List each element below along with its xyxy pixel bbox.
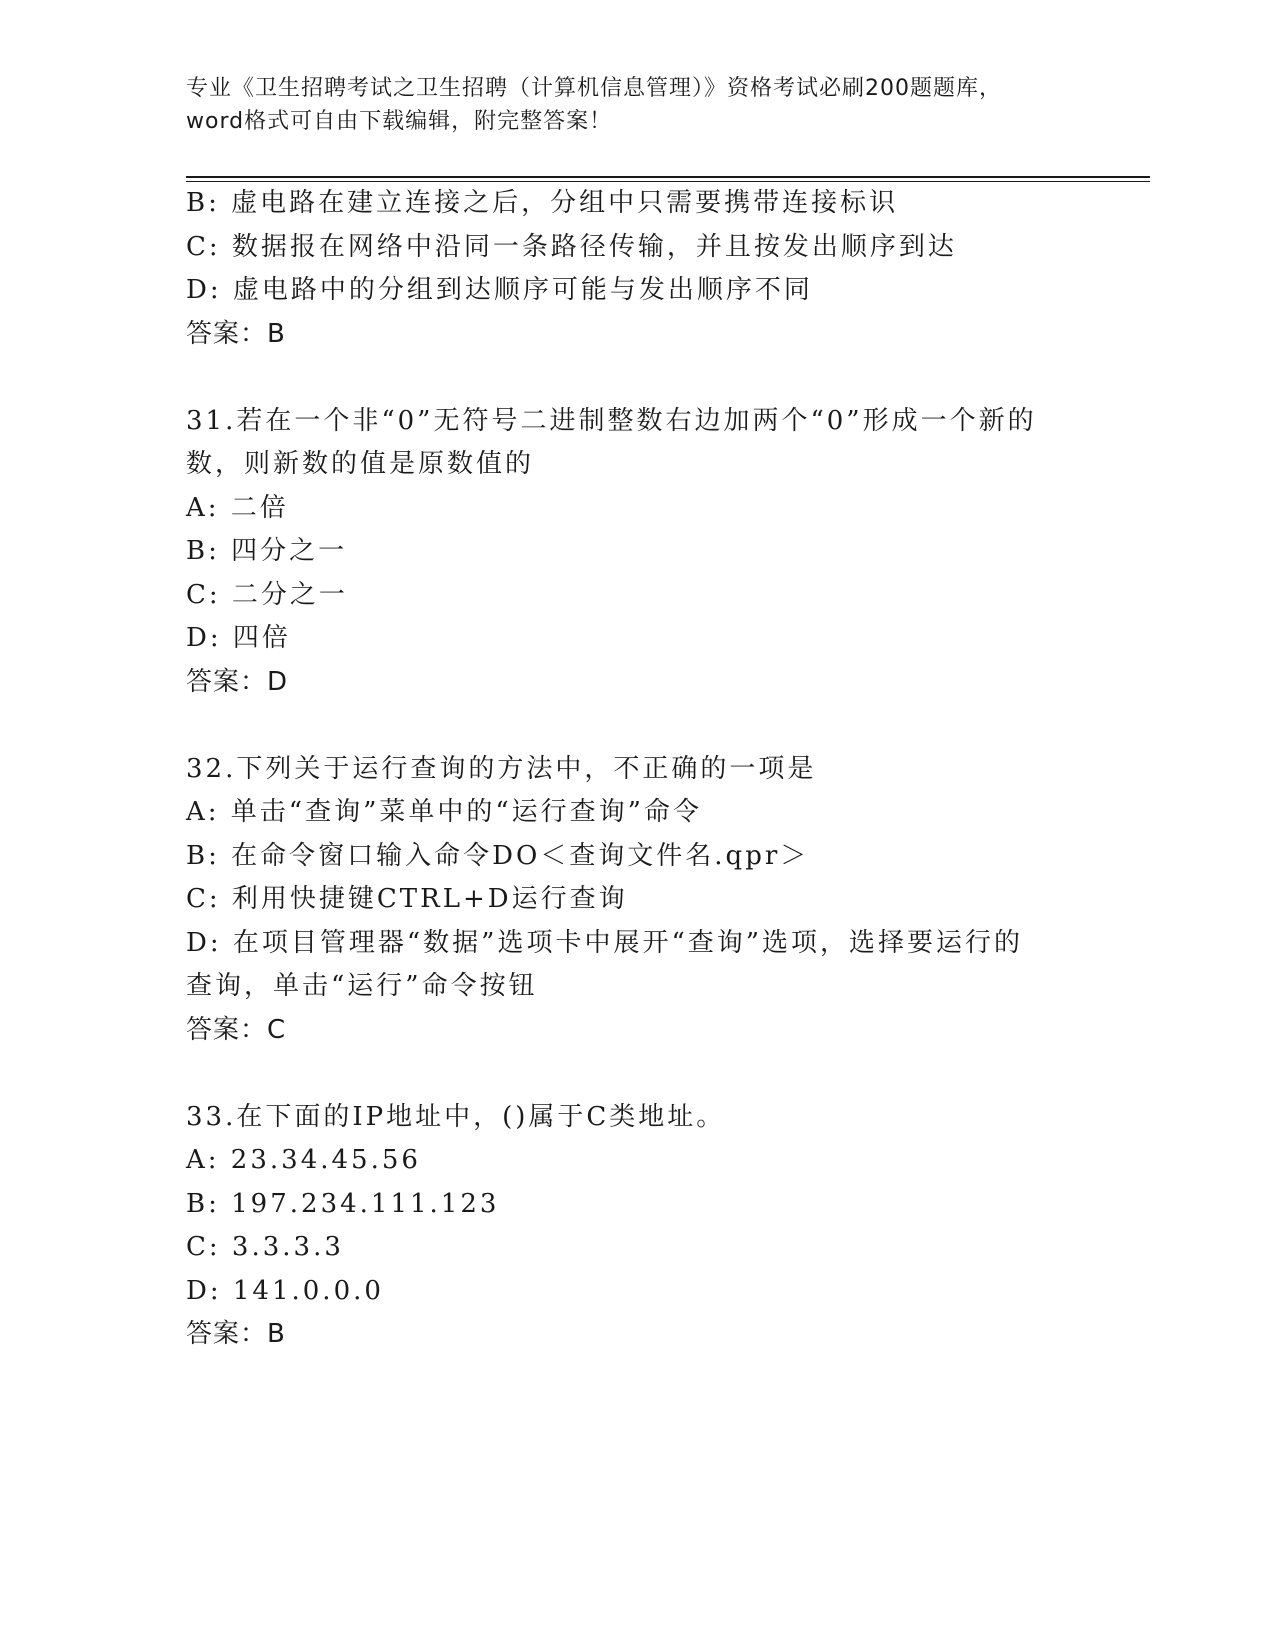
q33-option-c: C: 3.3.3.3 bbox=[186, 1232, 344, 1262]
q30-option-b: B: 虚电路在建立连接之后，分组中只需要携带连接标识 bbox=[186, 188, 899, 218]
q33-option-d: D: 141.0.0.0 bbox=[186, 1276, 384, 1306]
header-divider-thin bbox=[186, 181, 1150, 182]
q32-option-c: C: 利用快捷键CTRL+D运行查询 bbox=[186, 884, 628, 914]
q33-answer: 答案：B bbox=[186, 1319, 286, 1349]
q32-option-a: A: 单击“查询”菜单中的“运行查询”命令 bbox=[186, 797, 702, 827]
q30-answer: 答案：B bbox=[186, 319, 286, 349]
q31-option-a: A: 二倍 bbox=[186, 493, 289, 523]
q32-option-d-line-1: D: 在项目管理器“数据”选项卡中展开“查询”选项，选择要运行的 bbox=[186, 928, 1024, 958]
header-title-line-2: word格式可自由下载编辑，附完整答案！ bbox=[186, 109, 613, 134]
header-title-line-1: 专业《卫生招聘考试之卫生招聘（计算机信息管理）》资格考试必刷200题题库， bbox=[186, 76, 1002, 101]
q33-stem: 33.在下面的IP地址中，()属于C类地址。 bbox=[186, 1102, 726, 1132]
q33-option-b: B: 197.234.111.123 bbox=[186, 1189, 500, 1219]
q31-option-c: C: 二分之一 bbox=[186, 580, 348, 610]
q32-answer: 答案：C bbox=[186, 1015, 287, 1045]
q31-stem-line-1: 31.若在一个非“0”无符号二进制整数右边加两个“0”形成一个新的 bbox=[186, 406, 1037, 436]
q31-option-b: B: 四分之一 bbox=[186, 536, 348, 566]
document-header bbox=[186, 72, 1086, 138]
q31-answer: 答案：D bbox=[186, 667, 289, 697]
q31-stem-line-2: 数，则新数的值是原数值的 bbox=[186, 449, 535, 479]
q30-option-d: D: 虚电路中的分组到达顺序可能与发出顺序不同 bbox=[186, 275, 813, 305]
q32-option-b: B: 在命令窗口输入命令DO＜查询文件名.qpr＞ bbox=[186, 841, 810, 871]
q30-option-c: C: 数据报在网络中沿同一条路径传输，并且按发出顺序到达 bbox=[186, 232, 957, 262]
q33-option-a: A: 23.34.45.56 bbox=[186, 1145, 421, 1175]
q31-option-d: D: 四倍 bbox=[186, 623, 291, 653]
header-divider-thick bbox=[186, 176, 1150, 178]
q32-stem: 32.下列关于运行查询的方法中，不正确的一项是 bbox=[186, 754, 817, 784]
q32-option-d-line-2: 查询，单击“运行”命令按钮 bbox=[186, 971, 538, 1001]
